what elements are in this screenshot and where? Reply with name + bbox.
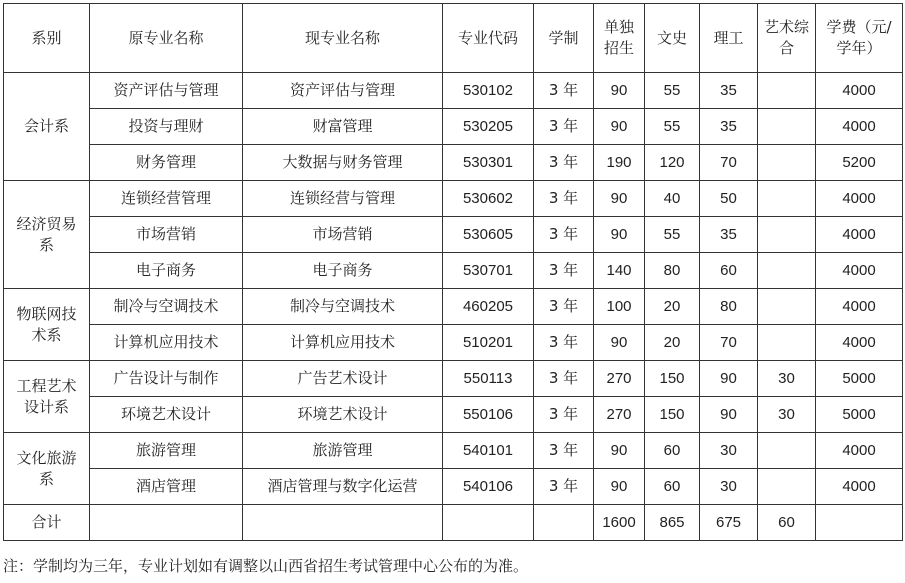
- enrollment-science: 30: [700, 433, 758, 469]
- current-major: 酒店管理与数字化运营: [243, 469, 443, 505]
- table-row: [4, 181, 903, 217]
- table-row: [4, 397, 903, 433]
- major-code: 530701: [443, 253, 534, 289]
- total-row: [4, 505, 903, 541]
- enrollment-art: 30: [758, 361, 816, 397]
- table-row: [4, 145, 903, 181]
- total-code: [443, 505, 534, 541]
- enrollment-total: 90: [594, 325, 645, 361]
- column-header: 系别: [4, 4, 90, 73]
- original-major: 连锁经营管理: [90, 181, 243, 217]
- column-header: 理工: [700, 4, 758, 73]
- original-major: 财务管理: [90, 145, 243, 181]
- tuition-fee: 4000: [816, 253, 903, 289]
- duration: 3 年: [534, 325, 594, 361]
- current-major: 旅游管理: [243, 433, 443, 469]
- original-major: 电子商务: [90, 253, 243, 289]
- column-header: 艺术综 合: [758, 4, 816, 73]
- enrollment-arts: 80: [645, 253, 700, 289]
- enrollment-arts: 40: [645, 181, 700, 217]
- enrollment-art: [758, 433, 816, 469]
- duration: 3 年: [534, 145, 594, 181]
- duration: 3 年: [534, 433, 594, 469]
- tuition-fee: 4000: [816, 73, 903, 109]
- enrollment-science: 70: [700, 325, 758, 361]
- total-now: [243, 505, 443, 541]
- enrollment-art: [758, 217, 816, 253]
- table-row: [4, 325, 903, 361]
- table-row: [4, 109, 903, 145]
- current-major: 制冷与空调技术: [243, 289, 443, 325]
- department-name: 物联网技 术系: [4, 289, 90, 361]
- duration: 3 年: [534, 217, 594, 253]
- enrollment-total: 270: [594, 361, 645, 397]
- department-name: 文化旅游 系: [4, 433, 90, 505]
- enrollment-science: 35: [700, 217, 758, 253]
- total-years: [534, 505, 594, 541]
- enrollment-arts: 55: [645, 109, 700, 145]
- duration: 3 年: [534, 361, 594, 397]
- duration: 3 年: [534, 109, 594, 145]
- tuition-fee: 4000: [816, 217, 903, 253]
- enrollment-arts: 150: [645, 397, 700, 433]
- table-row: [4, 469, 903, 505]
- total-arts: 865: [645, 505, 700, 541]
- column-header: 学费（元/ 学年）: [816, 4, 903, 73]
- enrollment-total: 90: [594, 109, 645, 145]
- total-art: 60: [758, 505, 816, 541]
- current-major: 财富管理: [243, 109, 443, 145]
- enrollment-arts: 20: [645, 325, 700, 361]
- duration: 3 年: [534, 397, 594, 433]
- total-orig: [90, 505, 243, 541]
- enrollment-science: 35: [700, 73, 758, 109]
- enrollment-art: [758, 109, 816, 145]
- major-code: 530301: [443, 145, 534, 181]
- tuition-fee: 5000: [816, 361, 903, 397]
- tuition-fee: 5000: [816, 397, 903, 433]
- enrollment-arts: 20: [645, 289, 700, 325]
- current-major: 大数据与财务管理: [243, 145, 443, 181]
- enrollment-science: 50: [700, 181, 758, 217]
- table-row: [4, 433, 903, 469]
- table-body: [4, 73, 903, 505]
- current-major: 电子商务: [243, 253, 443, 289]
- header-row: [4, 4, 903, 73]
- department-name: 经济贸易 系: [4, 181, 90, 289]
- tuition-fee: 4000: [816, 181, 903, 217]
- department-name: 工程艺术 设计系: [4, 361, 90, 433]
- enrollment-total: 90: [594, 433, 645, 469]
- major-code: 530205: [443, 109, 534, 145]
- duration: 3 年: [534, 289, 594, 325]
- enrollment-science: 90: [700, 361, 758, 397]
- total-fee: [816, 505, 903, 541]
- original-major: 广告设计与制作: [90, 361, 243, 397]
- enrollment-total: 90: [594, 181, 645, 217]
- major-code: 540106: [443, 469, 534, 505]
- enrollment-arts: 55: [645, 217, 700, 253]
- major-code: 530605: [443, 217, 534, 253]
- enrollment-total: 140: [594, 253, 645, 289]
- enrollment-total: 190: [594, 145, 645, 181]
- duration: 3 年: [534, 469, 594, 505]
- current-major: 市场营销: [243, 217, 443, 253]
- duration: 3 年: [534, 73, 594, 109]
- enrollment-science: 35: [700, 109, 758, 145]
- enrollment-science: 80: [700, 289, 758, 325]
- enrollment-arts: 120: [645, 145, 700, 181]
- tuition-fee: 4000: [816, 433, 903, 469]
- enrollment-science: 30: [700, 469, 758, 505]
- duration: 3 年: [534, 253, 594, 289]
- footnote: 注：学制均为三年，专业计划如有调整以山西省招生考试管理中心公布的为准。: [3, 557, 529, 575]
- enrollment-arts: 60: [645, 469, 700, 505]
- table-row: [4, 253, 903, 289]
- major-code: 530102: [443, 73, 534, 109]
- current-major: 环境艺术设计: [243, 397, 443, 433]
- enrollment-total: 100: [594, 289, 645, 325]
- column-header: 文史: [645, 4, 700, 73]
- tuition-fee: 4000: [816, 469, 903, 505]
- total-enrollment: 1600: [594, 505, 645, 541]
- enrollment-art: 30: [758, 397, 816, 433]
- current-major: 连锁经营与管理: [243, 181, 443, 217]
- column-header: 原专业名称: [90, 4, 243, 73]
- column-header: 单独 招生: [594, 4, 645, 73]
- tuition-fee: 4000: [816, 325, 903, 361]
- enrollment-arts: 55: [645, 73, 700, 109]
- tuition-fee: 4000: [816, 109, 903, 145]
- tuition-fee: 5200: [816, 145, 903, 181]
- enrollment-science: 70: [700, 145, 758, 181]
- enrollment-science: 60: [700, 253, 758, 289]
- enrollment-total: 270: [594, 397, 645, 433]
- table-row: [4, 361, 903, 397]
- major-code: 460205: [443, 289, 534, 325]
- enrollment-art: [758, 325, 816, 361]
- original-major: 酒店管理: [90, 469, 243, 505]
- enrollment-arts: 60: [645, 433, 700, 469]
- enrollment-art: [758, 253, 816, 289]
- original-major: 环境艺术设计: [90, 397, 243, 433]
- original-major: 投资与理财: [90, 109, 243, 145]
- tuition-fee: 4000: [816, 289, 903, 325]
- original-major: 资产评估与管理: [90, 73, 243, 109]
- table-row: [4, 289, 903, 325]
- enrollment-science: 90: [700, 397, 758, 433]
- department-name: 会计系: [4, 73, 90, 181]
- column-header: 学制: [534, 4, 594, 73]
- original-major: 市场营销: [90, 217, 243, 253]
- original-major: 计算机应用技术: [90, 325, 243, 361]
- enrollment-total: 90: [594, 469, 645, 505]
- enrollment-art: [758, 469, 816, 505]
- column-header: 专业代码: [443, 4, 534, 73]
- original-major: 旅游管理: [90, 433, 243, 469]
- current-major: 资产评估与管理: [243, 73, 443, 109]
- original-major: 制冷与空调技术: [90, 289, 243, 325]
- major-code: 550106: [443, 397, 534, 433]
- enrollment-art: [758, 145, 816, 181]
- major-code: 510201: [443, 325, 534, 361]
- enrollment-art: [758, 73, 816, 109]
- major-code: 530602: [443, 181, 534, 217]
- total-science: 675: [700, 505, 758, 541]
- enrollment-plan-table: [3, 3, 903, 541]
- table-row: [4, 217, 903, 253]
- enrollment-arts: 150: [645, 361, 700, 397]
- enrollment-art: [758, 289, 816, 325]
- enrollment-art: [758, 181, 816, 217]
- total-label: 合计: [4, 505, 90, 541]
- major-code: 540101: [443, 433, 534, 469]
- current-major: 计算机应用技术: [243, 325, 443, 361]
- current-major: 广告艺术设计: [243, 361, 443, 397]
- major-code: 550113: [443, 361, 534, 397]
- column-header: 现专业名称: [243, 4, 443, 73]
- table-row: [4, 73, 903, 109]
- enrollment-total: 90: [594, 73, 645, 109]
- duration: 3 年: [534, 181, 594, 217]
- enrollment-total: 90: [594, 217, 645, 253]
